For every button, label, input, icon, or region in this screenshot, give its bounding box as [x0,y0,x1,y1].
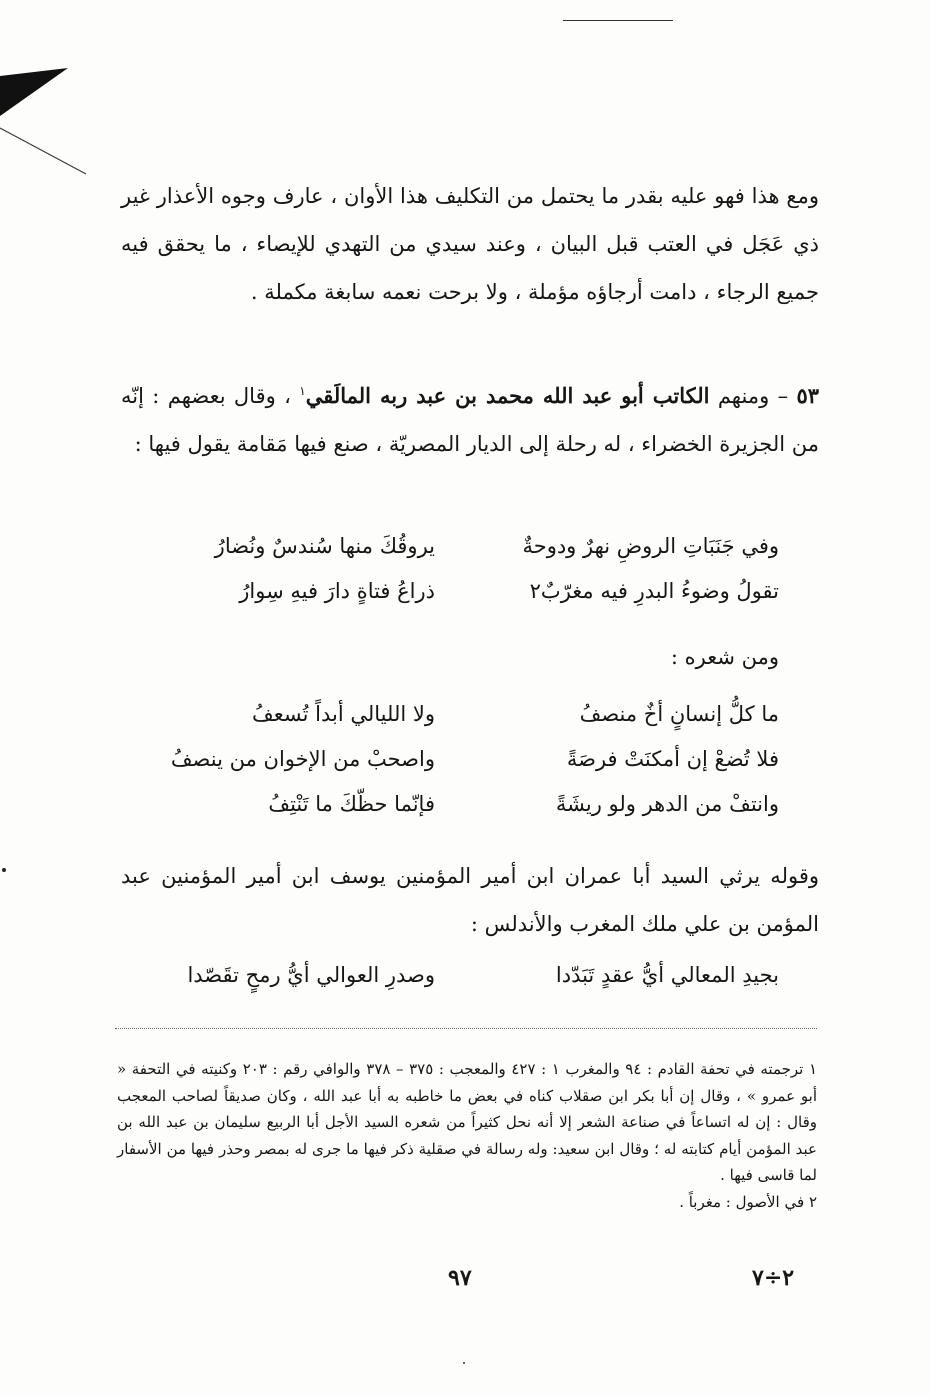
footnote-separator [115,1028,817,1029]
entry-text: ، وقال بعضهم : إنّه من الجزيرة الخضراء ، له رحلة إلى الديار المصريّة ، صنع فيها مَقامة يقول فيها : [121,384,819,456]
bottom-dot [463,1362,465,1364]
verse-hemistich-left: وصدرِ العوالي أيُّ رمحٍ تقَصّدا [187,963,435,987]
footnote-2: ٢ في الأصول : مغرباً . [679,1192,817,1211]
verse-hemistich-left: فإنّما حظّكَ ما تَنْتِفُ [268,792,435,816]
entry-number: ٥٣ [796,383,819,408]
verse-hemistich-right: وفي جَنَبَاتِ الروضِ نهرٌ ودوحةٌ [522,534,779,558]
corner-scan-mark [0,68,90,178]
entry-53 [121,367,819,468]
verse-line [119,953,779,998]
poem-2-intro: ومن شعره : [670,645,779,669]
paragraph-3: وقوله يرثي السيد أبا عمران ابن أمير المؤمنين يوسف ابن أمير المؤمنين عبد المؤمن بن علي ملك المغرب والأندلس : [121,864,819,936]
poem-3 [119,953,779,998]
footnote-1: ١ ترجمته في تحفة القادم : ٩٤ والمغرب ١ : ٤٢٧ والمعجب : ٣٧٥ – ٣٧٨ والوافي رقم : ٢٠٣ وكنيته في التحفة « أبو عمرو » ، وقال إن أبا بكر ابن صقلاب كناه في بعض ما خاطبه به أبا عبد الله ، وكان صديقاً لصاحب المعجب وقال : إن له اتساعاً في صناعة الشعر إلا أنه نحل كثيراً من شعره السيد الأجل أبا الربيع سليمان بن عبد الله بن عبد المؤمن أيام كتابته له ؛ وقال ابن سعيد: وله رسالة في صقلية ذكر فيها ما جرى له بمصر وحذر فيها من الأسفار لما قاسى فيها . [117,1060,817,1184]
entry-name: الكاتب أبو عبد الله محمد بن عبد ربه المالَقي [305,383,710,408]
verse-hemistich-right: فلا تُضعْ إن أمكنَتْ فرصَةً [566,747,779,771]
page-number: ٩٧ [448,1265,472,1291]
verse-hemistich-left: واصحبْ من الإخوان من ينصفُ [170,747,435,771]
verse-hemistich-right: وانتفْ من الدهر ولو ريشَةً [555,792,779,816]
verse-hemistich-right: تقولُ وضوءُ البدرِ فيه مغرّبٌ٢ [529,579,779,603]
footnote-ref-1: ١ [299,384,306,398]
top-rule [563,20,673,21]
margin-dot [2,868,6,872]
signature-mark: ٢÷٧ [752,1265,795,1291]
poem-1 [119,524,779,614]
verse-hemistich-left: ولا الليالي أبداً تُسعفُ [252,702,435,726]
footnotes [117,1056,817,1215]
verse-line [119,524,779,569]
verse-hemistich-left: يروقُكَ منها سُندسٌ ونُضارُ [214,534,435,558]
verse-line [119,692,779,737]
verse-hemistich-right: بجيدِ المعالي أيُّ عقدٍ تَبَدّدا [555,963,779,987]
verse-hemistich-right: ما كلُّ إنسانٍ أخٌ منصفُ [579,702,779,726]
entry-lead: – ومنهم [709,384,797,408]
paragraph-1: ومع هذا فهو عليه بقدر ما يحتمل من التكليف هذا الأوان ، عارف وجوه الأعذار غير ذي عَجَل في العتب قبل البيان ، وعند سيدي من التهدي للإيصاء ، ما يحقق فيه جميع الرجاء ، دامت أرجاؤه مؤملة ، ولا برحت نعمه سابغة مكملة . [121,184,819,304]
poem-2 [119,692,779,827]
verse-hemistich-left: ذراعُ فتاةٍ دارَ فيهِ سِوارُ [239,579,435,603]
verse-line [119,569,779,614]
verse-line [119,737,779,782]
verse-line [119,782,779,827]
